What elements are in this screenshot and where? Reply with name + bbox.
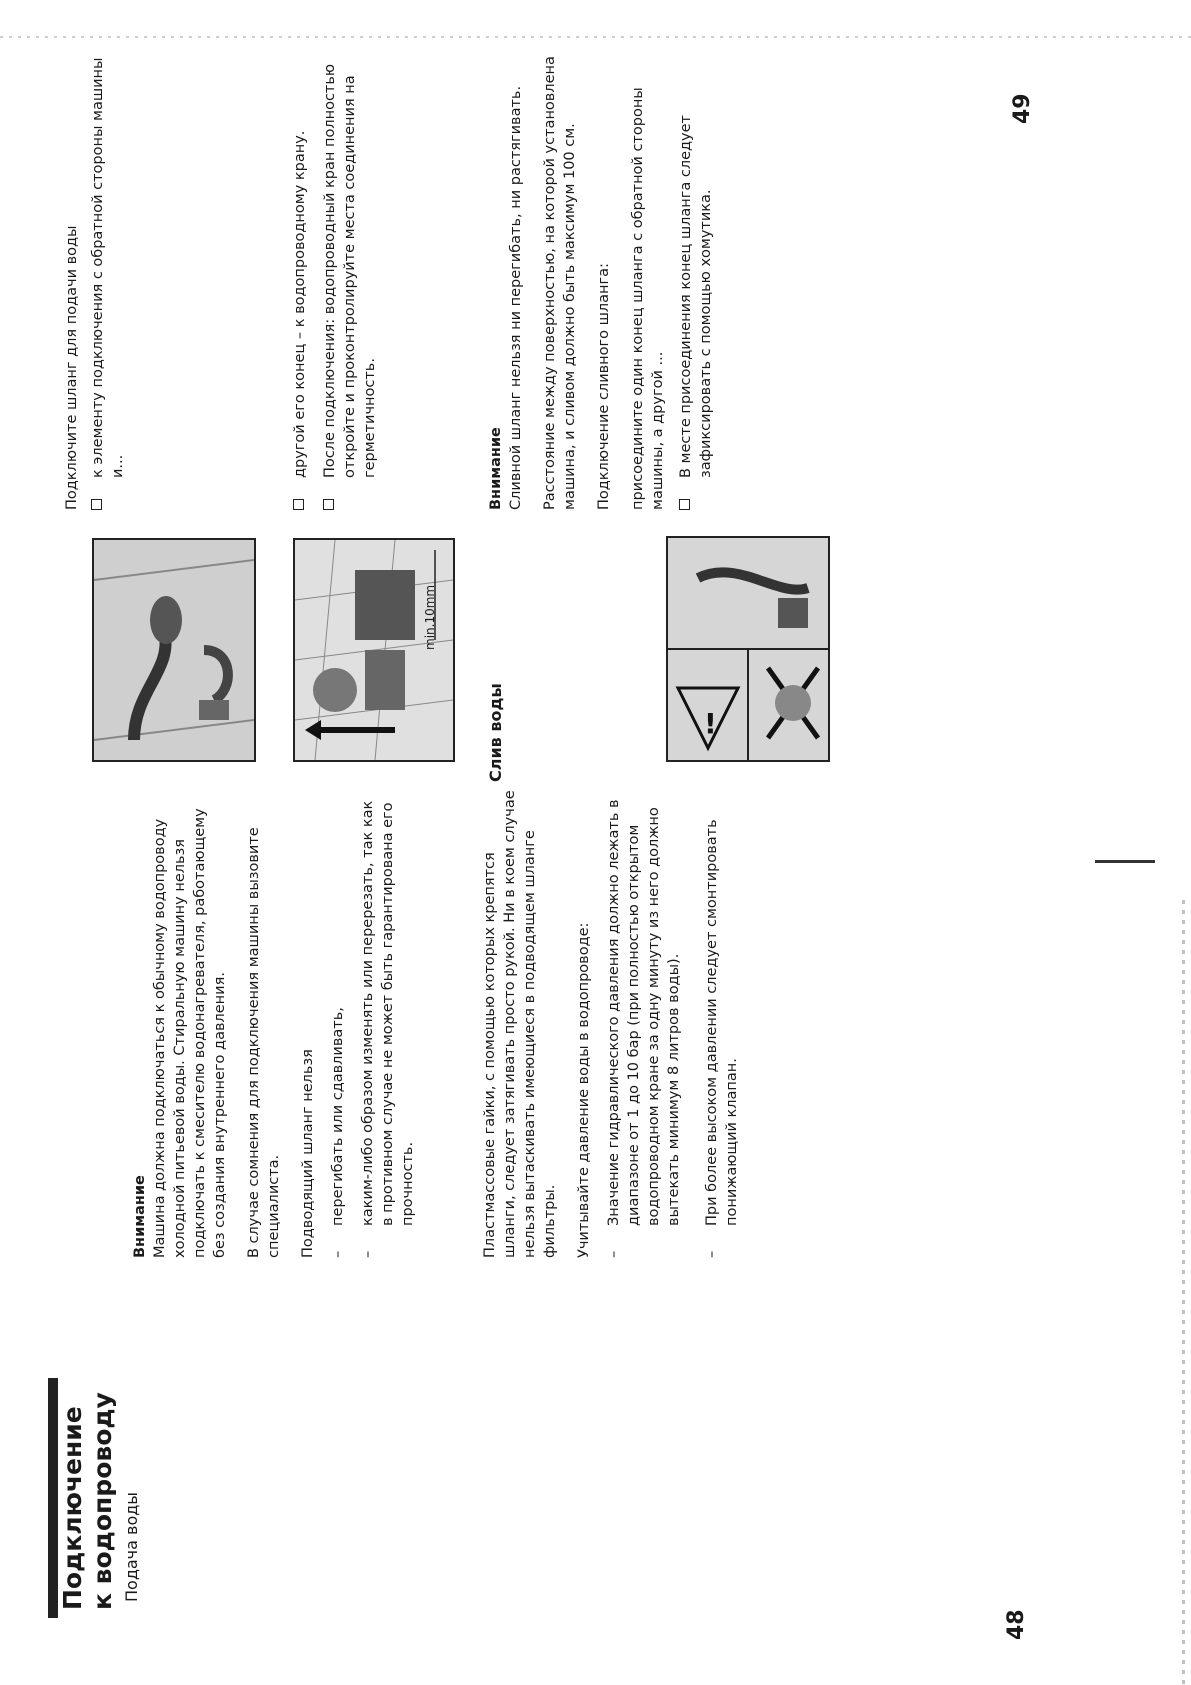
drain-connect-intro: Подключение сливного шланга: <box>596 263 612 510</box>
hose-illustration <box>94 540 254 760</box>
distance-text: Расстояние между поверхностью, на которой установлена машина, и сливом должно быть максимум 100 см. <box>542 56 578 510</box>
connect-steps <box>88 40 128 510</box>
scan-artifact-edge <box>1182 900 1185 1685</box>
checkbox-icon <box>323 499 334 510</box>
title-line-2: к водопроводу <box>88 1392 117 1610</box>
drain-attention-heading: Внимание <box>488 427 504 510</box>
section-subtitle-water-supply: Подача воды <box>122 1492 141 1602</box>
page48-column-1 <box>130 788 432 1258</box>
list-item: В месте присоединения конец шланга следует зафиксировать с помощью хомутика. <box>676 40 716 510</box>
connect-intro: Подключите шланг для подачи воды <box>64 225 80 510</box>
drain-attention-text: Сливной шланг нельзя ни перегибать, ни растягивать. <box>508 85 524 510</box>
title-line-1: Подключение <box>58 1406 87 1610</box>
checkbox-icon <box>679 499 690 510</box>
doubt-text: В случае сомнения для подключения машины вызовите специалиста. <box>246 827 282 1258</box>
page49-column-tap <box>290 40 394 510</box>
page-title <box>58 1310 118 1610</box>
fold-mark <box>1095 860 1155 863</box>
list-item: – каким-либо образом изменять или перерезать, так как в противном случае не может быть гарантирована его прочность. <box>360 800 416 1258</box>
nuts-text: Пластмассовые гайки, с помощью которых крепятся шланги, следует затягивать просто рукой. Ни в коем случае нельзя вытаскивать имеющиеся в подводящем шланге фильтры. <box>482 790 558 1258</box>
figure-drain-hose <box>666 536 830 762</box>
hose-list <box>328 788 418 1258</box>
page-number-48: 48 <box>1004 1609 1029 1640</box>
pressure-list <box>604 788 742 1258</box>
list-item: – перегибать или сдавливать, <box>330 1007 346 1258</box>
pressure-intro: Учитывайте давление воды в водопроводе: <box>576 922 592 1258</box>
checkbox-icon <box>91 499 102 510</box>
figure-hose-to-machine <box>92 538 256 762</box>
list-item: к элементу подключения с обратной стороны машины и... <box>88 40 128 510</box>
tap-illustration <box>295 540 453 760</box>
scan-artifact-top <box>0 36 1191 38</box>
drain-section-title: Слив воды <box>486 683 505 782</box>
list-item: другой его конец – к водопроводному крану. <box>290 40 310 510</box>
list-item: – Значение гидравлического давления должно лежать в диапазоне от 1 до 10 бар (при полностью открытом водопроводном кране за одну минуту из него должно вытекать минимум 8 литров воды). <box>606 799 682 1258</box>
attention-heading: Внимание <box>132 1175 148 1258</box>
figure-dimension-label: min.10mm <box>423 584 437 650</box>
checkbox-icon <box>293 499 304 510</box>
svg-text:!: ! <box>704 707 717 740</box>
figure-tap-connection <box>293 538 455 762</box>
drain-illustration <box>668 538 828 760</box>
page49-column-connect <box>62 40 142 510</box>
hose-intro: Подводящий шланг нельзя <box>300 1049 316 1258</box>
drain-steps <box>676 40 716 510</box>
tap-steps <box>290 40 380 510</box>
page48-column-2 <box>480 788 756 1258</box>
title-rule <box>48 1378 58 1618</box>
attention-text: Машина должна подключаться к обычному водопроводу холодной питьевой воды. Стиральную машину нельзя подключать к смесителю водонагревателя, работающему без создания внутреннего давления. <box>152 808 228 1258</box>
page49-column-drain <box>486 40 730 510</box>
page-number-49: 49 <box>1010 93 1035 124</box>
drain-connect-text: присоедините один конец шланга с обратной стороны машины, а другой ... <box>630 87 666 510</box>
list-item: После подключения: водопроводный кран полностью откройте и проконтролируйте места соединения на герметичность. <box>320 40 380 510</box>
list-item: – При более высоком давлении следует смонтировать понижающий клапан. <box>704 819 740 1258</box>
